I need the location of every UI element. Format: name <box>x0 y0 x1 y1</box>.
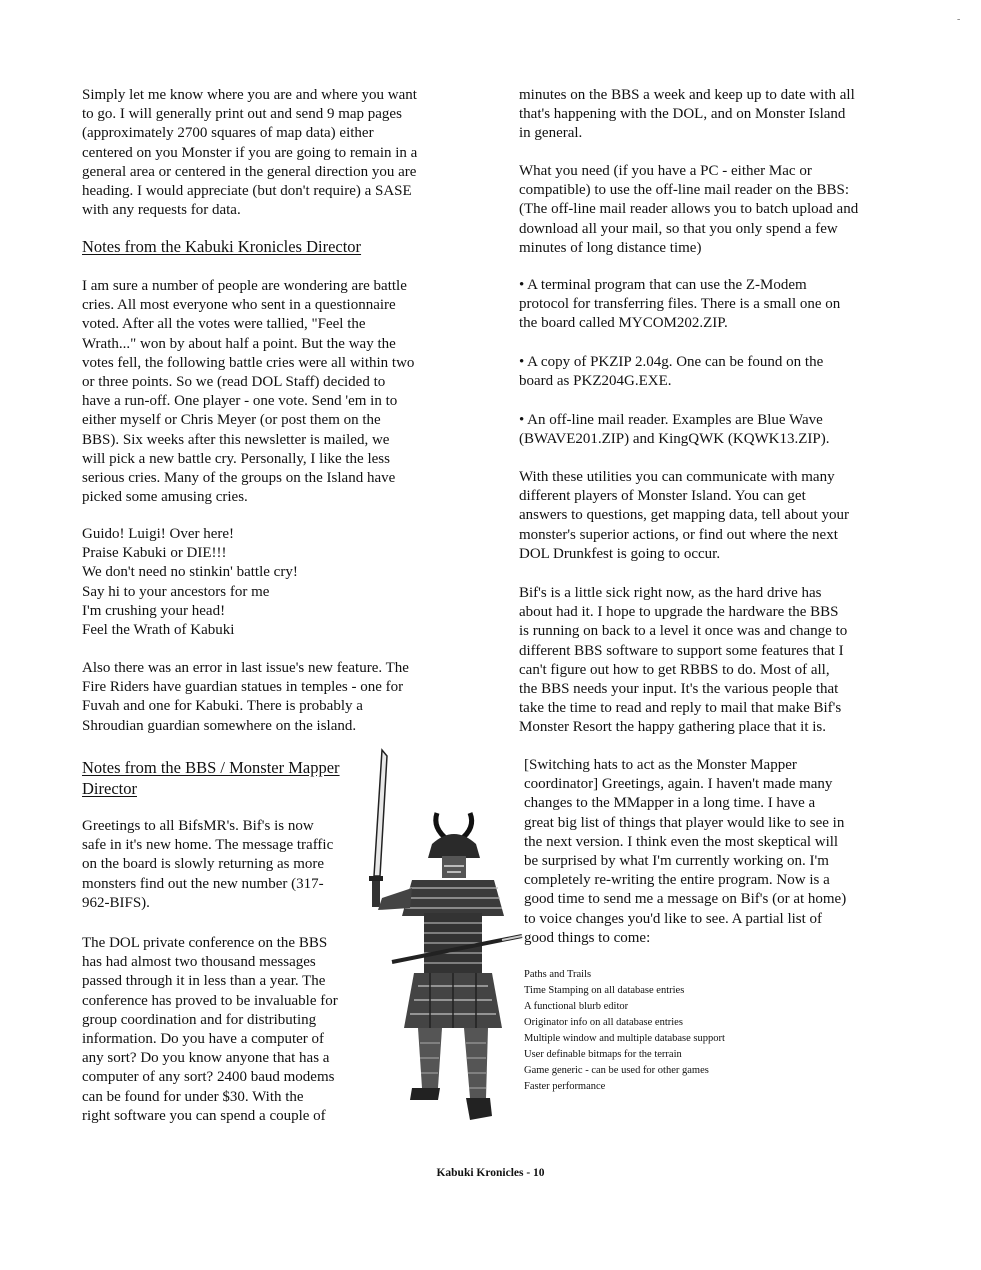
intro-paragraph <box>82 86 417 220</box>
text-line: will pick a new battle cry. Personally, I like the less <box>82 450 390 467</box>
text-line: Greetings to all BifsMR's. Bif's is now <box>82 818 314 834</box>
text-line: (approximately 2700 squares of map data) either <box>82 125 374 142</box>
text-line: in general. <box>519 125 583 142</box>
text-line: Notes from the BBS / Monster Mapper <box>82 758 340 777</box>
text-line: monsters find out the new number (317- <box>82 875 324 892</box>
text-line: different BBS software to support some features that I <box>519 642 844 659</box>
text-line: serious cries. Many of the groups on the Island have <box>82 470 396 487</box>
text-line: minutes of long distance time) <box>519 239 702 256</box>
text-line: answers to questions, get mapping data, tell about your <box>519 507 849 524</box>
what-you-need-paragraph <box>519 162 858 258</box>
text-line: Bif's is a little sick right now, as the hard drive has <box>519 585 822 601</box>
text-line: BBS). Six weeks after this newsletter is mailed, we <box>82 431 390 448</box>
text-line: board as PKZ204G.EXE. <box>519 373 672 390</box>
text-line: about had it. I hope to upgrade the hardware the BBS <box>519 604 839 621</box>
text-line: right software you can spend a couple of <box>82 1107 326 1124</box>
utilities-paragraph <box>519 468 849 564</box>
text-line: • A copy of PKZIP 2.04g. One can be found on the <box>519 354 824 370</box>
text-line: • An off-line mail reader. Examples are Blue Wave <box>519 412 823 428</box>
text-line: changes to the MMapper in a long time. I have a <box>524 795 816 812</box>
minutes-paragraph <box>519 86 855 144</box>
text-line: Feel the Wrath of Kabuki <box>82 622 235 639</box>
text-line: have a run-off. One player - one vote. Send 'em in to <box>82 393 398 410</box>
text-line: group coordination and for distributing <box>82 1011 317 1028</box>
text-line: conference has proved to be invaluable for <box>82 992 338 1009</box>
pkzip-bullet <box>519 353 823 391</box>
text-line: the board called MYCOM202.ZIP. <box>519 315 728 332</box>
text-line: Shroudian guardian somewhere on the island. <box>82 717 357 734</box>
battle-cries-paragraph <box>82 277 414 507</box>
text-line: different players of Monster Island. You can get <box>519 488 806 505</box>
text-line: With these utilities you can communicate with many <box>519 469 835 485</box>
text-line: I'm crushing your head! <box>82 602 226 619</box>
text-line: with any requests for data. <box>82 202 241 219</box>
text-line: download all your mail, so that you only spend a few <box>519 220 838 237</box>
text-line: Notes from the Kabuki Kronicles Director <box>82 237 362 256</box>
list-item: Multiple window and multiple database support <box>524 1033 725 1044</box>
mapper-paragraph <box>524 756 846 948</box>
list-item: Time Stamping on all database entries <box>524 985 685 996</box>
greetings-paragraph <box>82 817 333 913</box>
text-line: has had almost two thousand messages <box>82 954 316 971</box>
text-line: (BWAVE201.ZIP) and KingQWK (KQWK13.ZIP). <box>519 431 830 448</box>
text-line: DOL Drunkfest is going to occur. <box>519 545 721 562</box>
text-line: to voice changes you'd like to see. A partial list of <box>524 910 823 927</box>
text-line: • A terminal program that can use the Z-Modem <box>519 277 807 293</box>
text-line: voted. After all the votes were tallied, "Feel the <box>82 316 366 333</box>
text-line: protocol for transferring files. There is a small one on <box>519 296 841 313</box>
text-line: Say hi to your ancestors for me <box>82 583 270 600</box>
text-line: minutes on the BBS a week and keep up to date with all <box>519 87 855 103</box>
terminal-program-bullet <box>519 276 840 334</box>
page-footer: Kabuki Kronicles - 10 <box>436 1167 545 1179</box>
text-line: to go. I will generally print out and send 9 map pages <box>82 106 402 123</box>
text-line: picked some amusing cries. <box>82 489 248 506</box>
text-line: centered on you Monster if you are going to remain in a <box>82 144 418 161</box>
list-item: User definable bitmaps for the terrain <box>524 1049 682 1060</box>
kabuki-director-heading <box>82 236 361 257</box>
dol-conference-paragraph <box>82 934 338 1126</box>
text-line: What you need (if you have a PC - either Mac or <box>519 163 812 179</box>
text-line: is running on back to a level it once was and change to <box>519 623 848 640</box>
error-paragraph <box>82 659 409 736</box>
mail-reader-bullet <box>519 411 830 449</box>
feature-list <box>524 967 725 1095</box>
text-line: good things to come: <box>524 929 651 946</box>
list-item: Faster performance <box>524 1081 606 1092</box>
corner-mark: - <box>957 14 961 25</box>
list-item: A functional blurb editor <box>524 1001 629 1012</box>
text-line: I am sure a number of people are wondering are battle <box>82 278 407 294</box>
text-line: be surprised by what I'm currently working on. I'm <box>524 853 829 870</box>
text-line: general area or centered in the general direction you are <box>82 163 417 180</box>
text-line: can't figure out how to get RBBS to do. Most of all, <box>519 661 830 678</box>
text-line: heading. I would appreciate (but don't require) a SASE <box>82 183 412 200</box>
text-line: either myself or Chris Meyer (or post them on the <box>82 412 381 429</box>
text-line: can be found for under $30. With the <box>82 1088 304 1105</box>
text-line: that's happening with the DOL, and on Monster Island <box>519 106 846 123</box>
text-line: Simply let me know where you are and where you want <box>82 87 417 103</box>
bbs-sick-paragraph <box>519 584 847 738</box>
text-line: or three points. So we (read DOL Staff) decided to <box>82 374 386 391</box>
text-line: the next version. I think even the most skeptical will <box>524 833 839 850</box>
text-line: on the board is slowly returning as more <box>82 856 325 873</box>
text-line: safe in it's new home. The message traffic <box>82 837 334 854</box>
text-line: good time to send me a message on Bif's (or at home) <box>524 891 847 908</box>
text-line: Monster Resort the happy gathering place that it is. <box>519 719 827 736</box>
text-line: Guido! Luigi! Over here! <box>82 526 235 542</box>
text-line: votes fell, the following battle cries were all within two <box>82 354 415 371</box>
list-item: Originator info on all database entries <box>524 1017 683 1028</box>
text-line: (The off-line mail reader allows you to batch upload and <box>519 201 859 218</box>
text-line: passed through it in less than a year. The <box>82 973 326 990</box>
text-line: Fuvah and one for Kabuki. There is probably a <box>82 698 363 715</box>
text-line: Also there was an error in last issue's new feature. The <box>82 660 409 676</box>
text-line: monster's superior actions, or find out where the next <box>519 526 838 543</box>
text-line: take the time to read and reply to mail that make Bif's <box>519 700 842 717</box>
text-line: great big list of things that player would like to see in <box>524 814 845 831</box>
text-line: 962-BIFS). <box>82 894 150 911</box>
text-line: completely re-writing the entire program. Now is a <box>524 872 830 889</box>
text-line: We don't need no stinkin' battle cry! <box>82 564 298 581</box>
text-line: Praise Kabuki or DIE!!! <box>82 545 227 562</box>
text-line: cries. All most everyone who sent in a questionnaire <box>82 297 396 314</box>
text-line: the BBS needs your input. It's the various people that <box>519 681 839 698</box>
text-line: computer of any sort? 2400 baud modems <box>82 1069 335 1086</box>
text-line: any sort? Do you know anyone that has a <box>82 1050 330 1067</box>
text-line: coordinator] Greetings, again. I haven't made many <box>524 776 833 793</box>
list-item: Game generic - can be used for other games <box>524 1065 709 1076</box>
text-line: Wrath..." won by about half a point. But the way the <box>82 335 396 352</box>
text-line: Director <box>82 779 137 798</box>
battle-cries-list <box>82 525 298 640</box>
bbs-director-heading <box>82 757 340 799</box>
list-item: Paths and Trails <box>524 969 592 980</box>
text-line: The DOL private conference on the BBS <box>82 935 328 951</box>
text-line: Fire Riders have guardian statues in temples - one for <box>82 679 404 696</box>
text-line: [Switching hats to act as the Monster Mapper <box>524 757 797 773</box>
text-line: compatible) to use the off-line mail reader on the BBS: <box>519 182 850 199</box>
samurai-illustration <box>352 748 524 1128</box>
text-line: information. Do you have a computer of <box>82 1031 325 1048</box>
